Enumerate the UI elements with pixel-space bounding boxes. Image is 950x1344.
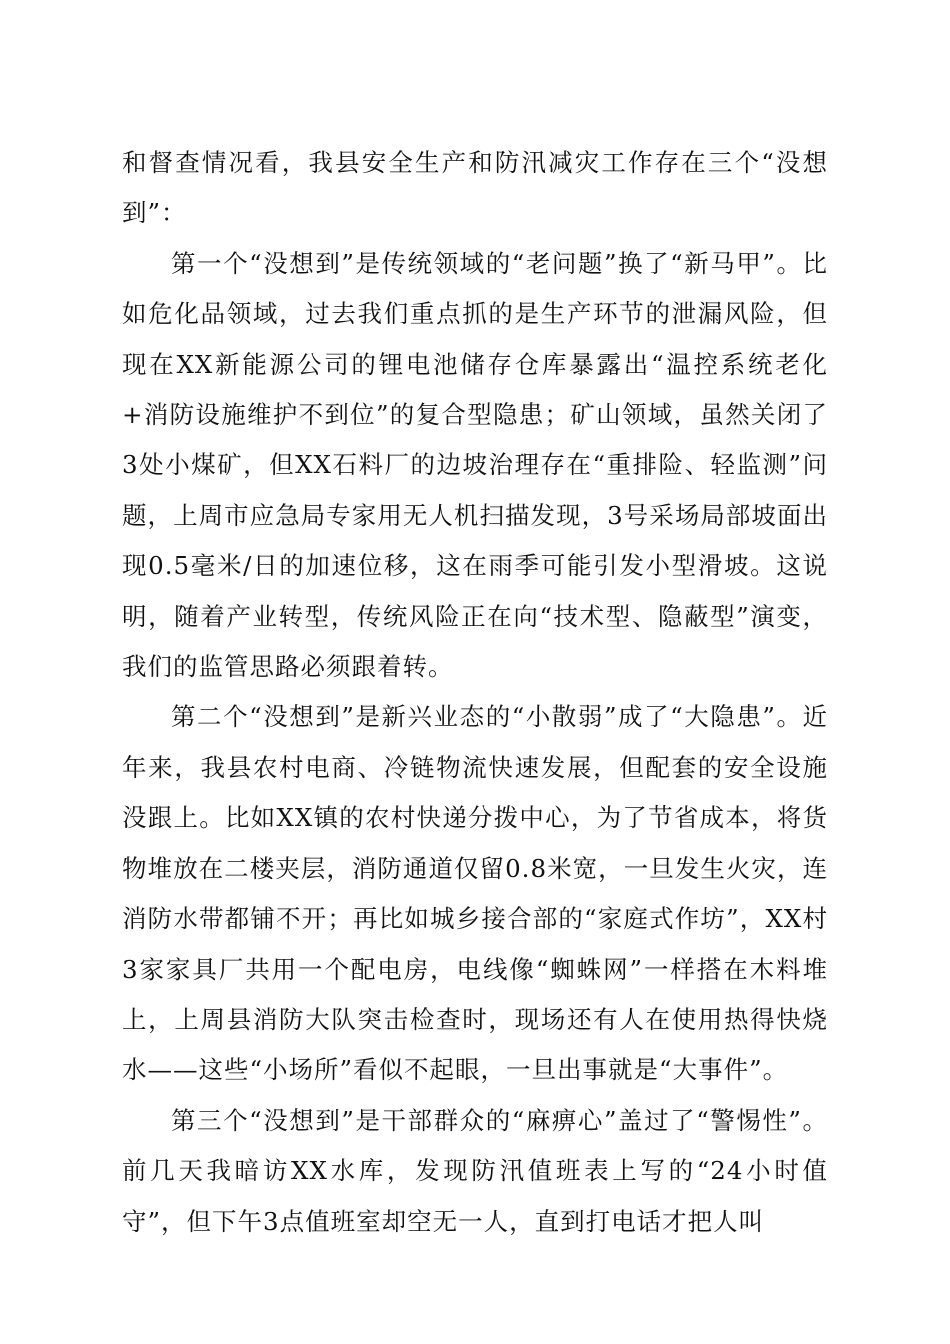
paragraph-third-unexpected: 第三个“没想到”是干部群众的“麻痹心”盖过了“警惕性”。前几天我暗访XX水库，发现防汛值班表上写的“24小时值守”，但下午3点值班室却空无一人，直到打电话才把人叫 [122, 1105, 828, 1236]
paragraph-first-unexpected: 第一个“没想到”是传统领域的“老问题”换了“新马甲”。比如危化品领域，过去我们重点抓的是生产环节的泄漏风险，但现在XX新能源公司的锂电池储存仓库暴露出“温控系统老化+消防设施维护不到位”的复合型隐患；矿山领域，虽然关闭了3处小煤矿，但XX石料厂的边坡治理存在“重排险、轻监测”问题，上周市应急局专家用无人机扫描发现，3号采场局部坡面出现0.5毫米/日的加速位移，这在雨季可能引发小型滑坡。这说明，随着产业转型，传统风险正在向“技术型、隐蔽型”演变，我们的监管思路必须跟着转。 [122, 248, 828, 682]
paragraph-continuation: 和督查情况看，我县安全生产和防汛减灾工作存在三个“没想到”： [122, 148, 828, 228]
paragraph-second-unexpected: 第二个“没想到”是新兴业态的“小散弱”成了“大隐患”。近年来，我县农村电商、冷链物流快速发展，但配套的安全设施没跟上。比如XX镇的农村快递分拨中心，为了节省成本，将货物堆放在二楼夹层，消防通道仅留0.8米宽，一旦发生火灾，连消防水带都铺不开；再比如城乡接合部的“家庭式作坊”，XX村3家家具厂共用一个配电房，电线像“蜘蛛网”一样搭在木料堆上，上周县消防大队突击检查时，现场还有人在使用热得快烧水——这些“小场所”看似不起眼，一旦出事就是“大事件”。 [122, 702, 828, 1085]
document-body [122, 138, 828, 1247]
